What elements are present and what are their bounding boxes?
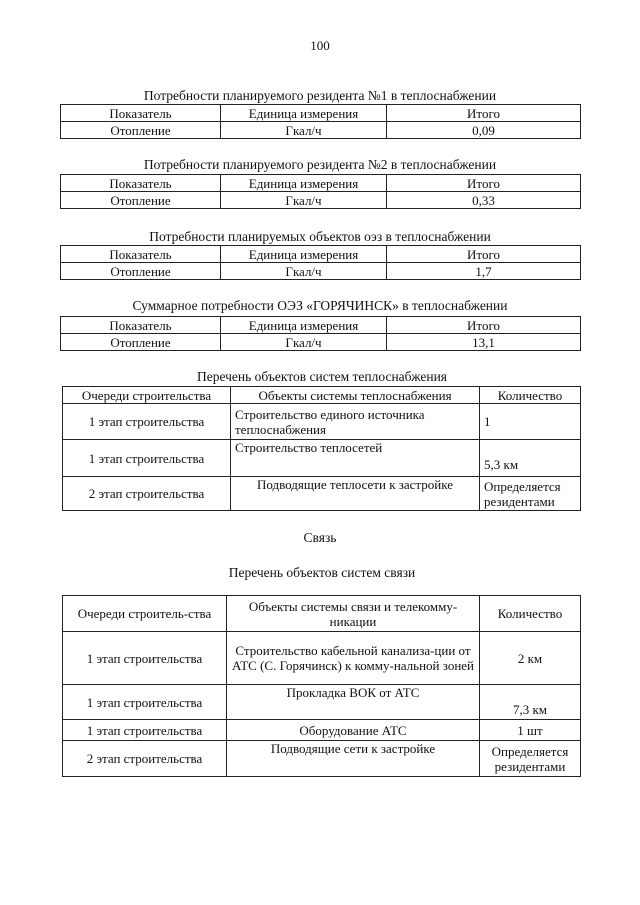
header-cell: Итого xyxy=(387,246,581,263)
heat-table-resident-2 xyxy=(60,174,581,209)
heat-systems-table xyxy=(62,386,581,511)
header-cell: Показатель xyxy=(61,175,221,192)
table-cell: Гкал/ч xyxy=(221,192,387,209)
table-row xyxy=(63,632,581,685)
table-cell: Гкал/ч xyxy=(221,263,387,280)
heat-table-oez-objects xyxy=(60,245,581,280)
table-cell: 5,3 км xyxy=(480,440,581,477)
table-row xyxy=(63,477,581,511)
table-cell: Определяется резидентами xyxy=(480,741,581,777)
header-cell: Показатель xyxy=(61,246,221,263)
table-cell: Оборудование АТС xyxy=(227,720,480,741)
table-cell: Подводящие сети к застройке xyxy=(227,741,480,777)
table-cell: 1 xyxy=(480,404,581,440)
table-cell: 1,7 xyxy=(387,263,581,280)
table-caption-resident-1: Потребности планируемого резидента №1 в теплоснабжении xyxy=(143,88,497,103)
header-cell: Единица измерения xyxy=(221,317,387,334)
header-cell: Итого xyxy=(387,175,581,192)
table-cell: 1 этап строительства xyxy=(63,720,227,741)
table-caption-heat-systems: Перечень объектов систем теплоснабжения xyxy=(196,369,448,384)
section-title: Связь xyxy=(303,530,337,545)
table-cell: 2 этап строительства xyxy=(63,477,231,511)
table-cell: Строительство кабельной канализа-ции от АТС (С. Горячинск) к комму-нальной зоней xyxy=(227,632,480,685)
header-cell: Количество xyxy=(480,596,581,632)
table-cell: 0,09 xyxy=(387,122,581,139)
header-cell: Единица измерения xyxy=(221,246,387,263)
table-row xyxy=(63,404,581,440)
header-cell: Итого xyxy=(387,317,581,334)
table-row xyxy=(63,741,581,777)
header-cell: Показатель xyxy=(61,105,221,122)
table-caption-oez-objects: Потребности планируемых объектов оэз в теплоснабжении xyxy=(149,229,491,244)
table-row xyxy=(63,685,581,720)
heat-table-oez-total xyxy=(60,316,581,351)
table-caption-oez-total: Суммарное потребности ОЭЗ «ГОРЯЧИНСК» в теплоснабжении xyxy=(132,298,508,313)
table-cell: 0,33 xyxy=(387,192,581,209)
table-cell: Отопление xyxy=(61,122,221,139)
header-cell: Объекты системы теплоснабжения xyxy=(231,387,480,404)
header-cell: Единица измерения xyxy=(221,105,387,122)
table-cell: Отопление xyxy=(61,192,221,209)
table-cell: Строительство единого источника теплоснабжения xyxy=(231,404,480,440)
table-cell: Строительство теплосетей xyxy=(231,440,480,477)
table-caption-comm-systems: Перечень объектов систем связи xyxy=(228,565,416,580)
table-cell: 7,3 км xyxy=(480,685,581,720)
header-cell: Показатель xyxy=(61,317,221,334)
page-number: 100 xyxy=(310,38,330,53)
table-cell: 1 этап строительства xyxy=(63,632,227,685)
header-cell: Объекты системы связи и телекомму-никации xyxy=(227,596,480,632)
table-cell: 13,1 xyxy=(387,334,581,351)
header-cell: Итого xyxy=(387,105,581,122)
header-cell: Количество xyxy=(480,387,581,404)
table-row xyxy=(63,440,581,477)
table-cell: Гкал/ч xyxy=(221,122,387,139)
table-cell: 2 этап строительства xyxy=(63,741,227,777)
table-cell: Отопление xyxy=(61,263,221,280)
header-cell: Очереди строительства xyxy=(63,387,231,404)
header-cell: Единица измерения xyxy=(221,175,387,192)
heat-table-resident-1 xyxy=(60,104,581,139)
table-cell: 2 км xyxy=(480,632,581,685)
table-cell: Подводящие теплосети к застройке xyxy=(231,477,480,511)
comm-systems-table xyxy=(62,595,581,777)
table-cell: Прокладка ВОК от АТС xyxy=(227,685,480,720)
table-cell: Отопление xyxy=(61,334,221,351)
table-cell: Гкал/ч xyxy=(221,334,387,351)
table-caption-resident-2: Потребности планируемого резидента №2 в теплоснабжении xyxy=(143,157,497,172)
header-cell: Очереди строитель-ства xyxy=(63,596,227,632)
table-cell: 1 шт xyxy=(480,720,581,741)
table-cell: 1 этап строительства xyxy=(63,685,227,720)
table-cell: 1 этап строительства xyxy=(63,404,231,440)
table-row xyxy=(63,720,581,741)
table-cell: 1 этап строительства xyxy=(63,440,231,477)
table-cell: Определяется резидентами xyxy=(480,477,581,511)
